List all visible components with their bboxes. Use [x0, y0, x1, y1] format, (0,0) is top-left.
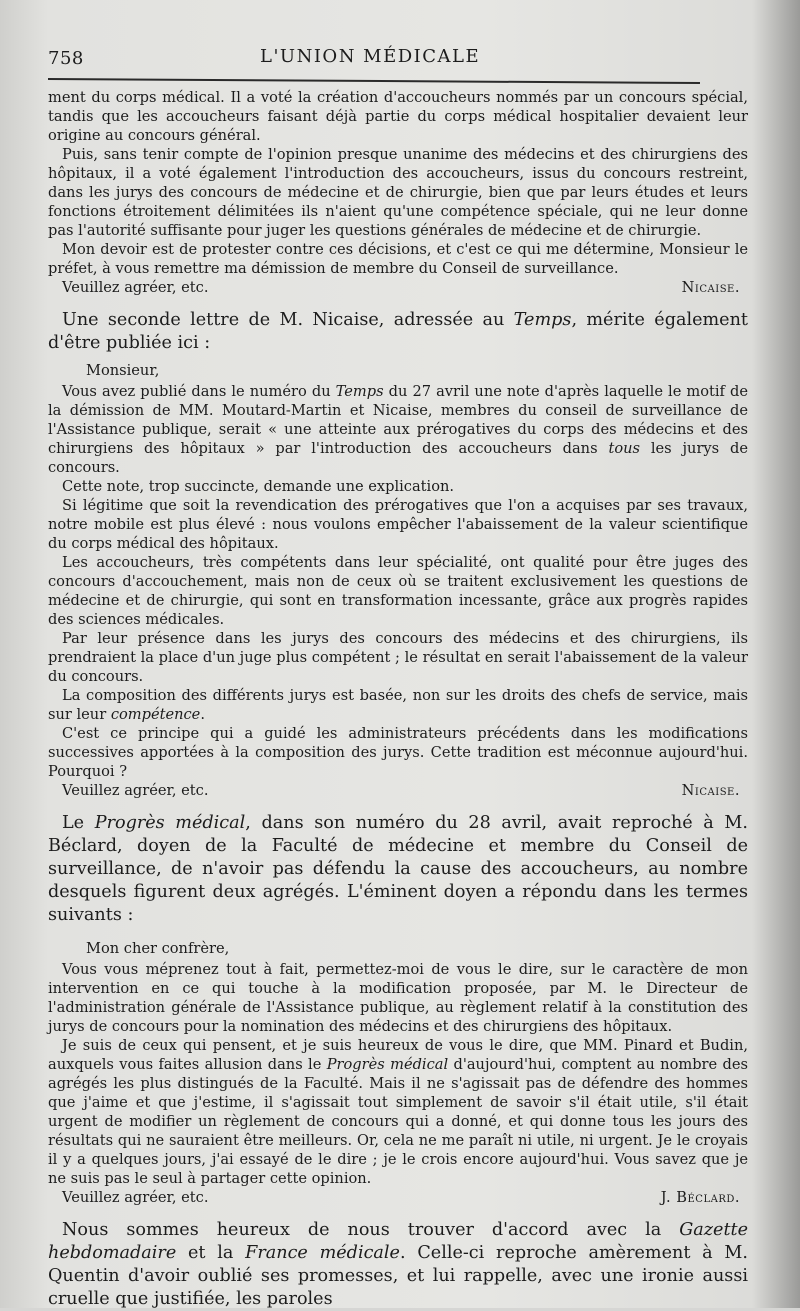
paragraph: Les accoucheurs, très compétents dans leur spécialité, ont qualité pour être juges des concours d'accouchement, mais non de ceux où se traitent exclusivement les questions de médecine et de chirurgie, qui sont en transformation incessante, grâce aux progrès rapides des sciences médicales. — [48, 554, 748, 628]
journal-title: France médicale — [245, 1243, 400, 1263]
salutation: Monsieur, — [86, 362, 160, 379]
text: Je suis de ceux qui pensent, et je suis heureux de vous le dire, que MM. Pinard et Budin, auxquels vous faites allusion dans le — [48, 1037, 748, 1073]
journal-title: Temps — [513, 310, 572, 330]
running-title: L'UNION MÉDICALE — [260, 46, 481, 67]
paragraph — [48, 686, 748, 724]
signature: Nicaise. — [681, 279, 740, 296]
salutation: Mon cher confrère, — [86, 940, 230, 957]
text: Nous sommes heureux de nous trouver d'accord avec la — [62, 1220, 680, 1240]
text: Le — [62, 813, 95, 833]
paragraph: Par leur présence dans les jurys des concours des médecins et des chirurgiens, ils prendraient la place d'un juge plus compétent ; le résultat en serait l'abaissement de la valeur du concours. — [48, 630, 748, 685]
paragraph: Mon devoir est de protester contre ces décisions, et c'est ce qui me détermine, Monsieur le préfet, à vous remettre ma démission de membre du Conseil de surveillance. — [48, 241, 748, 277]
intro-paragraph — [48, 309, 748, 355]
text: d'aujourd'hui, comptent au nombre des agrégés les plus distingués de la Faculté. Mais il ne s'agissait pas de défendre des hommes que j'aime et que j'estime, il s'agissait tout simplement de savoir s'il était utile, s'il était urgent de modifier un règlement de concours qui a donné, et qui donne tous les jours des résultats qui ne sauraient être meilleurs. Or, cela ne me paraît ni utile, ni urgent. Je le croyais il y a quelques jours, j'ai essayé de le dire ; je le crois encore aujourd'hui. Vous savez que je ne suis pas le seul à partager cette opinion. — [48, 1056, 748, 1187]
letter-closing — [48, 1188, 748, 1207]
paragraph: Vous vous méprenez tout à fait, permettez-moi de vous le dire, sur le caractère de mon intervention en ce qui touche à la modification proposée, par M. le Directeur de l'administration générale de l'Assistance publique, au règlement relatif à la constitution des jurys de concours pour la nomination des médecins et des chirurgiens des hôpitaux. — [48, 961, 748, 1035]
intro-paragraph — [48, 812, 748, 927]
journal-title: Gazette hebdomadaire — [48, 1220, 748, 1263]
paragraph: ment du corps médical. Il a voté la création d'accoucheurs nommés par un concours spécial, tandis que les accoucheurs faisant déjà partie du corps médical hospitalier devaient leur origine au concours général. — [48, 89, 748, 144]
text: et la — [176, 1243, 246, 1263]
signature: J. Béclard. — [660, 1189, 740, 1206]
spacer — [48, 1207, 748, 1219]
paragraph: Cette note, trop succincte, demande une explication. — [62, 478, 455, 495]
spacer — [48, 927, 748, 933]
paragraph: C'est ce principe qui a guidé les administrateurs précédents dans les modifications successives apportées à la composition des jurys. Cette tradition est méconnue aujourd'hui. Pourquoi ? — [48, 725, 748, 780]
page-number: 758 — [48, 48, 84, 69]
spacer — [48, 297, 748, 309]
closing-formula: Veuillez agréer, etc. — [62, 1189, 209, 1206]
closing-formula: Veuillez agréer, etc. — [62, 782, 209, 799]
closing-formula: Veuillez agréer, etc. — [62, 279, 209, 296]
text: La composition des différents jurys est basée, non sur les droits des chefs de service, mais sur leur — [48, 687, 748, 723]
text: , mérite également d'être publiée ici : — [48, 310, 748, 353]
running-header — [48, 40, 748, 74]
paragraph — [48, 382, 748, 477]
text: Une seconde lettre de M. Nicaise, adressée au — [62, 310, 514, 330]
letter-closing — [48, 781, 748, 800]
emphasis: tous — [608, 440, 640, 457]
paragraph: Si légitime que soit la revendication des prérogatives que l'on a acquises par ses travaux, notre mobile est plus élevé : nous voulons empêcher l'abaissement de la valeur scientifique du corps médical des hôpitaux. — [48, 497, 748, 552]
emphasis: compétence — [110, 706, 201, 723]
signature: Nicaise. — [681, 782, 740, 799]
journal-title: Progrès médical — [326, 1056, 449, 1073]
paragraph: Puis, sans tenir compte de l'opinion presque unanime des médecins et des chirurgiens des hôpitaux, il a voté également l'introduction des accoucheurs, issus du concours restreint, dans les jurys des concours de médecine et de chirurgie, bien que par leurs études et leurs fonctions étroitement délimitées ils n'aient qu'une compétence spéciale, qui ne leur donne pas l'autorité suffisante pour juger les questions générales de médecine et de chirurgie. — [48, 146, 748, 239]
letter-closing — [48, 278, 748, 297]
text: . — [200, 706, 205, 723]
journal-title: Progrès médical — [94, 813, 246, 833]
text: . Celle-ci reproche amèrement à M. Quentin d'avoir oublié ses promesses, et lui rappelle, avec une ironie aussi cruelle que justifiée, les paroles — [48, 1243, 749, 1309]
spacer — [48, 800, 748, 812]
paragraph — [48, 1036, 748, 1188]
header-rule — [48, 78, 700, 84]
journal-title: Temps — [335, 383, 384, 400]
text: du 27 avril une note d'après laquelle le motif de la démission de MM. Moutard-Martin et Nicaise, membres du conseil de surveillance de l'Assistance publique, serait « une atteinte aux prérogatives du corps des médecins et des chirurgiens des hôpitaux » par l'introduction des accoucheurs dans — [48, 383, 748, 457]
page-content — [48, 40, 748, 1311]
text: les jurys de concours. — [48, 440, 749, 476]
text: Vous avez publié dans le numéro du — [62, 383, 336, 400]
text: , dans son numéro du 28 avril, avait reproché à M. Béclard, doyen de la Faculté de médecine et membre du Conseil de surveillance, de n'avoir pas défendu la cause des accoucheurs, au nombre desquels figurent deux agrégés. L'éminent doyen a répondu dans les termes suivants : — [48, 813, 748, 925]
closing-paragraph — [48, 1219, 748, 1311]
